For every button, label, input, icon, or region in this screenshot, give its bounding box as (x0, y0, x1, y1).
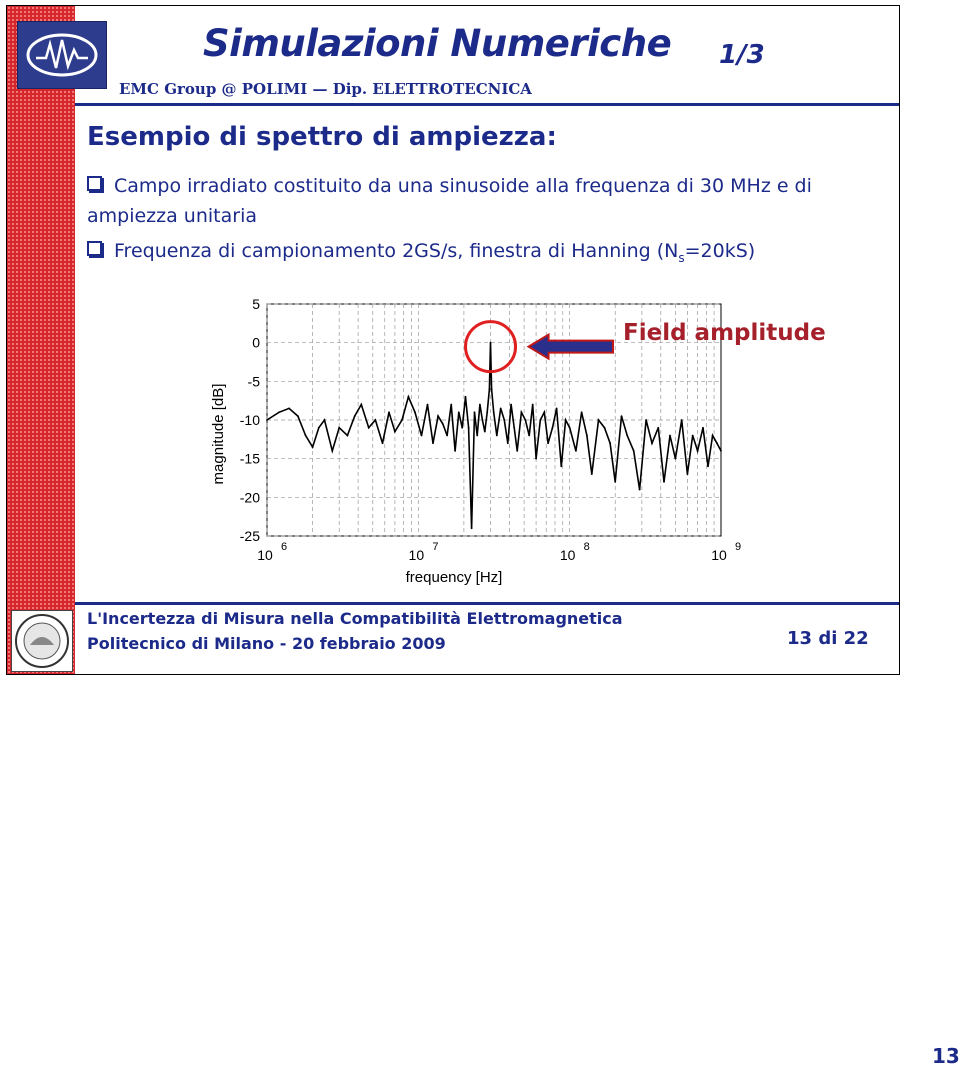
bullet-text-continued: ampiezza unitaria (87, 205, 257, 227)
spectrum-point (318, 427, 320, 429)
spectrum-point (500, 408, 502, 410)
bullet-text-suffix: =20kS) (684, 240, 756, 262)
spectrum-point (490, 342, 492, 344)
x-axis-label: frequency [Hz] (405, 569, 503, 586)
spectrum-point (507, 442, 509, 444)
spectrum-point (414, 411, 416, 413)
spectrum-point (581, 411, 583, 413)
spectrum-point (465, 396, 467, 398)
spectrum-point (528, 435, 530, 437)
spectrum-point (394, 431, 396, 433)
y-tick-label: -5 (247, 373, 260, 390)
spectrum-point (479, 404, 481, 406)
spectrum-point (669, 435, 671, 437)
spectrum-point (461, 427, 463, 429)
spectrum-point (633, 450, 635, 452)
x-tick-label: 10 (711, 547, 727, 563)
spectrum-point (525, 419, 527, 421)
checkbox-bullet-icon (87, 241, 102, 256)
y-tick-label: 5 (252, 296, 260, 312)
spectrum-point (621, 415, 623, 417)
spectrum-point (697, 450, 699, 452)
spectrum-point (663, 481, 665, 483)
spectrum-point (481, 419, 483, 421)
spectrum-point (471, 527, 473, 529)
bullet-item (87, 236, 755, 273)
spectrum-point (720, 450, 722, 452)
spectrum-point (474, 411, 476, 413)
spectrum-point (427, 404, 429, 406)
spectrum-point (484, 431, 486, 433)
spectrum-point (552, 427, 554, 429)
spectrum-point (401, 419, 403, 421)
header-rule (75, 103, 899, 106)
spectrum-point (458, 411, 460, 413)
spectrum-point (374, 419, 376, 421)
spectrum-point (437, 415, 439, 417)
spectrum-point (510, 404, 512, 406)
spectrum-point (657, 427, 659, 429)
spectrum-point (266, 419, 268, 421)
spectrum-point (535, 458, 537, 460)
x-tick-label: 10 (559, 547, 576, 563)
politecnico-seal (11, 610, 73, 672)
spectrum-point (591, 473, 593, 475)
annotation-label: Field amplitude (623, 320, 826, 346)
header-title: Simulazioni Numeriche (203, 22, 672, 65)
spectrum-point (716, 442, 718, 444)
footer-venue-date: Politecnico di Milano - 20 febbraio 2009 (87, 634, 446, 653)
emc-group-logo (17, 21, 107, 89)
section-page-indicator: 1/3 (719, 40, 765, 70)
spectrum-point (486, 411, 488, 413)
bullet-text: Campo irradiato costituito da una sinusoide alla frequenza di 30 MHz e di (114, 175, 812, 197)
page-number: 13 (932, 1044, 960, 1068)
subscript: s (678, 250, 685, 265)
spectrum-point (681, 419, 683, 421)
spectrum-point (382, 442, 384, 444)
spectrum-point (324, 419, 326, 421)
spectrum-point (493, 411, 495, 413)
spectrum-point (651, 442, 653, 444)
slide (6, 5, 900, 675)
footer-course-title: L'Incertezza di Misura nella Compatibilità Elettromagnetica (87, 609, 623, 628)
spectrum-point (521, 411, 523, 413)
spectrum-point (338, 427, 340, 429)
spectrum-point (388, 411, 390, 413)
y-tick-label: -25 (239, 528, 260, 544)
spectrum-point (626, 435, 628, 437)
spectrum-point (496, 435, 498, 437)
y-tick-label: -20 (239, 489, 260, 506)
spectrum-point (609, 442, 611, 444)
spectrum-point (305, 435, 307, 437)
spectrum-point (687, 473, 689, 475)
spectrum-point (556, 408, 558, 410)
spectrum-point (575, 450, 577, 452)
spectrum-point (547, 442, 549, 444)
spectrum-point (645, 419, 647, 421)
x-tick-label: 10 (408, 547, 425, 563)
y-tick-label: -10 (239, 412, 260, 428)
spectrum-point (539, 419, 541, 421)
spectrum-point (442, 423, 444, 425)
spectrum-point (712, 435, 714, 437)
spectrum-point (360, 404, 362, 406)
spectrum-point (468, 427, 470, 429)
spectrum-point (354, 415, 356, 417)
spectrum-point (421, 435, 423, 437)
spectrum-point (604, 427, 606, 429)
spectrum-point (707, 466, 709, 468)
header-subtitle: EMC Group @ POLIMI — Dip. ELETTROTECNICA (119, 80, 532, 98)
x-tick-exponent: 7 (432, 541, 439, 553)
bullet-text: Frequenza di campionamento 2GS/s, finestra di Hanning (N (114, 240, 679, 262)
spectrum-point (312, 446, 314, 448)
x-tick-exponent: 6 (281, 541, 288, 553)
spectrum-point (586, 435, 588, 437)
bullet-item (87, 171, 812, 231)
spectrum-point (560, 466, 562, 468)
spectrum-point (491, 388, 493, 390)
spectrum-point (432, 442, 434, 444)
y-tick-label: -15 (239, 450, 260, 467)
footer-rule (75, 602, 899, 605)
spectrum-point (408, 396, 410, 398)
spectrum-point (675, 458, 677, 460)
spectrum-point (446, 435, 448, 437)
spectrum-point (516, 450, 518, 452)
side-stripe (7, 6, 75, 674)
spectrum-point (565, 419, 567, 421)
footer-page-counter: 13 di 22 (787, 628, 869, 649)
spectrum-point (454, 450, 456, 452)
spectrum-point (598, 419, 600, 421)
spectrum-point (476, 435, 478, 437)
spectrum-point (543, 411, 545, 413)
spectrum-point (450, 404, 452, 406)
x-tick-exponent: 9 (735, 541, 742, 553)
y-axis-label: magnitude [dB] (210, 383, 227, 485)
spectrum-point (614, 481, 616, 483)
spectrum-point (639, 489, 641, 491)
spectrum-point (702, 427, 704, 429)
spectrum-point (513, 427, 515, 429)
x-tick-exponent: 8 (583, 541, 590, 553)
spectrum-point (347, 435, 349, 437)
spectrum-point (331, 450, 333, 452)
x-tick-label: 10 (257, 547, 273, 563)
spectrum-point (532, 404, 534, 406)
spectrum-point (288, 408, 290, 410)
spectrum-point (503, 419, 505, 421)
checkbox-bullet-icon (87, 176, 102, 191)
spectrum-point (692, 435, 694, 437)
spectrum-point (278, 411, 280, 413)
spectrum-point (569, 427, 571, 429)
spectrum-point (297, 415, 299, 417)
spectrum-point (489, 388, 491, 390)
spectrum-point (368, 427, 370, 429)
slide-title: Esempio di spettro di ampiezza: (87, 122, 557, 152)
y-tick-label: 0 (252, 334, 260, 351)
